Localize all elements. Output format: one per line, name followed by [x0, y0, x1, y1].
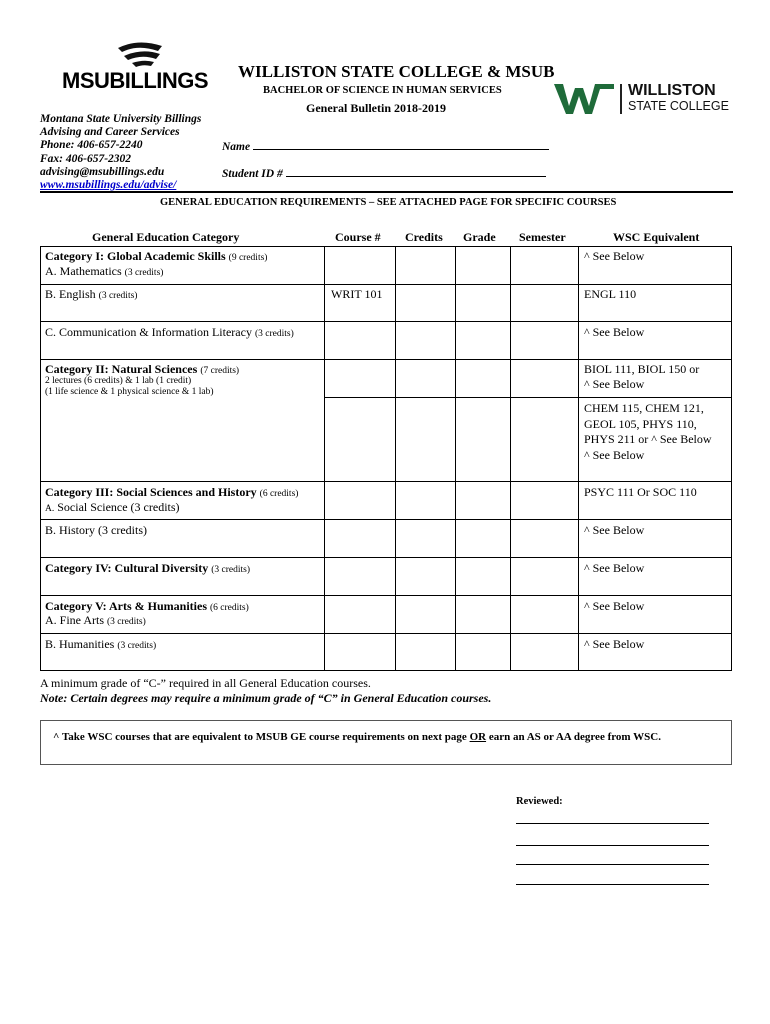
contact-website-link[interactable]: www.msubillings.edu/advise/: [40, 179, 177, 192]
reviewed-label: Reviewed:: [516, 796, 563, 807]
fine-arts-wsc-equivalent: ^ See Below: [584, 599, 645, 613]
signature-line[interactable]: [516, 823, 709, 824]
category-2-title: Category II: Natural Sciences (7 credits): [45, 362, 240, 376]
signature-line[interactable]: [516, 845, 709, 846]
col-divider: [395, 246, 396, 671]
page-title: WILLISTON STATE COLLEGE & MSUB: [238, 62, 555, 81]
row-divider: [40, 284, 732, 285]
humanities-label: B. Humanities (3 credits): [45, 637, 157, 651]
col-divider: [510, 246, 511, 671]
wsc-name-line1: WILLISTON: [628, 82, 716, 99]
physical-science-wsc-equivalent: CHEM 115, CHEM 121, GEOL 105, PHYS 110, PHYS 211 or ^ See Below ^ See Below: [584, 401, 712, 462]
contact-email[interactable]: advising@msubillings.edu: [40, 165, 165, 178]
english-wsc-equivalent: ENGL 110: [584, 287, 637, 301]
section-heading: GENERAL EDUCATION REQUIREMENTS – SEE ATTACHED PAGE FOR SPECIFIC COURSES: [160, 197, 617, 208]
msub-wordmark: MSUBILLINGS: [62, 68, 209, 93]
row-divider: [40, 481, 732, 482]
row-divider: [40, 519, 732, 520]
table-border-top: [40, 246, 732, 247]
life-science-wsc-equivalent: BIOL 111, BIOL 150 or ^ See Below: [584, 362, 700, 391]
contact-fax: Fax: 406-657-2302: [40, 152, 132, 165]
student-id-label: Student ID #: [222, 168, 283, 180]
category-4-title: Category IV: Cultural Diversity (3 credits): [45, 561, 250, 575]
row-divider: [40, 557, 732, 558]
social-science-wsc-equivalent: PSYC 111 Or SOC 110: [584, 485, 697, 499]
row-divider: [324, 397, 732, 398]
category-5-title: Category V: Arts & Humanities (6 credits): [45, 599, 249, 613]
name-label: Name: [222, 141, 251, 153]
fine-arts-label: A. Fine Arts (3 credits): [45, 613, 146, 627]
category-3-title: Category III: Social Sciences and History (6 credits): [45, 485, 299, 499]
table-border-left: [40, 246, 41, 671]
wsc-instructions-text: ^ Take WSC courses that are equivalent to MSUB GE course requirements on next page OR earn an AS or AA degree from WSC.: [53, 731, 661, 743]
col-header-grade: Grade: [463, 230, 496, 244]
col-divider: [455, 246, 456, 671]
degree-subtitle: BACHELOR OF SCIENCE IN HUMAN SERVICES: [263, 85, 502, 96]
msub-swoosh-icon: [114, 42, 166, 68]
degree-grade-note: Note: Certain degrees may require a minimum grade of “C” in General Education courses.: [40, 691, 492, 705]
category-2-note-lectures: 2 lectures (6 credits) & 1 lab (1 credit): [45, 376, 192, 386]
math-wsc-equivalent: ^ See Below: [584, 249, 645, 263]
col-header-semester: Semester: [519, 230, 566, 244]
row-divider: [40, 633, 732, 634]
row-divider: [40, 321, 732, 322]
name-field[interactable]: [222, 139, 549, 153]
row-divider: [40, 595, 732, 596]
communication-wsc-equivalent: ^ See Below: [584, 325, 645, 339]
student-id-field[interactable]: [222, 166, 546, 180]
col-divider: [324, 246, 325, 671]
english-label: B. English (3 credits): [45, 287, 138, 301]
category-1-title: Category I: Global Academic Skills (9 credits): [45, 249, 268, 263]
col-header-course: Course #: [335, 230, 381, 244]
row-divider: [40, 359, 732, 360]
table-border-bottom: [40, 670, 732, 671]
logo-divider: [620, 84, 622, 114]
communication-label: C. Communication & Information Literacy (3 credits): [45, 325, 294, 339]
category-2-note-sciences: (1 life science & 1 physical science & 1 lab): [45, 387, 214, 397]
wsc-name-line2: STATE COLLEGE: [628, 99, 729, 113]
humanities-wsc-equivalent: ^ See Below: [584, 637, 645, 651]
english-course: WRIT 101: [331, 287, 383, 301]
contact-office: Advising and Career Services: [40, 126, 180, 139]
contact-phone: Phone: 406-657-2240: [40, 139, 143, 152]
wsc-instructions-box: [40, 720, 732, 765]
header-rule: [40, 191, 733, 193]
history-label: B. History (3 credits): [45, 523, 147, 537]
signature-line[interactable]: [516, 884, 709, 885]
name-input-line[interactable]: [253, 139, 549, 150]
col-header-wsc-equivalent: WSC Equivalent: [613, 230, 700, 244]
col-header-category: General Education Category: [92, 230, 240, 244]
col-header-credits: Credits: [405, 230, 443, 244]
history-wsc-equivalent: ^ See Below: [584, 523, 645, 537]
minimum-grade-note: A minimum grade of “C-” required in all General Education courses.: [40, 676, 371, 690]
student-id-input-line[interactable]: [286, 166, 546, 177]
math-label: A. Mathematics (3 credits): [45, 264, 164, 278]
cultural-diversity-wsc-equivalent: ^ See Below: [584, 561, 645, 575]
col-divider: [578, 246, 579, 671]
signature-line[interactable]: [516, 864, 709, 865]
contact-university: Montana State University Billings: [40, 113, 202, 125]
bulletin-year: General Bulletin 2018-2019: [306, 101, 446, 115]
wsc-logo: [554, 84, 734, 116]
table-border-right: [731, 246, 732, 671]
msub-logo: [62, 42, 212, 96]
wsc-w-icon: [554, 84, 614, 114]
social-science-label: A. Social Science (3 credits): [45, 500, 180, 514]
contact-block: [40, 113, 201, 192]
